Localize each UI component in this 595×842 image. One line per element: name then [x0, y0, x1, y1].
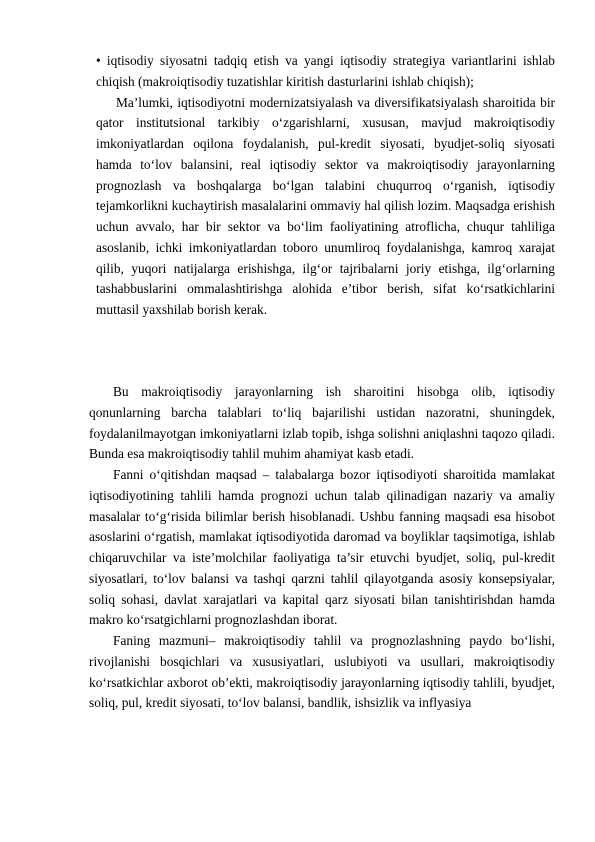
body-paragraph: Faning mazmuni– makroiqtisodiy tahlil va prognozlashning paydo bo‘lishi, rivojlanishi bosqichlari va xususiyatlari, uslubiyoti va usullari, makroiqtisodiy ko‘rsatkichlar axborot ob’ekti, makroiqtisodiy jarayonlarning iqtisodiy tahlili, byudjet, soliq, pul, kredit siyosati, to‘lov balansi, bandlik, ishsizlik va inflyasiya	[89, 633, 555, 711]
body-paragraph: Bu makroiqtisodiy jarayonlarning ish sharoitini hisobga olib, iqtisodiy qonunlarning barcha talablari to‘liq bajarilishi ustidan nazoratni, shuningdek, foydalanilmayotgan imkoniyatlarni izlab topib, ishga solishni aniqlashni taqozo qiladi. Bunda esa makroiqtisodiy tahlil muhim ahamiyat kasb etadi.	[89, 384, 555, 462]
main-text-block	[89, 382, 555, 714]
bullet-paragraph: • iqtisodiy siyosatni tadqiq etish va yangi iqtisodiy strategiya variantlarini ishlab chiqish (makroiqtisodiy tuzatishlar kiritish dasturlarini ishlab chiqish);	[96, 53, 555, 89]
body-paragraph: Ma’lumki, iqtisodiyotni modernizatsiyalash va diversifikatsiyalash sharoitida bir qator institutsional tarkibiy o‘zgarishlarni, xususan, mavjud makroiqtisodiy imkoniyatlardan oqilona foydalanish, pul-kredit siyosati, byudjet-soliq siyosati hamda to‘lov balansini, real iqtisodiy sektor va makroiqtisodiy jarayonlarning prognozlash va boshqalarga bo‘lgan talabini chuqurroq o‘rganish, iqtisodiy tejamkorlikni kuchaytirish masalalarini ommaviy hal qilish lozim. Maqsadga erishish uchun avvalo, har bir sektor va bo‘lim faoliyatining atroflicha, chuqur tahliliga asoslanib, ichki imkoniyatlardan toboro unumliroq foydalanishga, kamroq xarajat qilib, yuqori natijalarga erishishga, ilg‘or tajribalarni joriy etishga, ilg‘orlarning tashabbuslarini ommalashtirishga alohida e’tibor berish, sifat ko‘rsatkichlarini muttasil yaxshilab borish kerak.	[96, 94, 555, 317]
body-paragraph: Fanni o‘qitishdan maqsad – talabalarga bozor iqtisodiyoti sharoitida mamlakat iqtisodiyotining tahlili hamda prognozi uchun talab qilinadigan nazariy va amaliy masalalar to‘g‘risida bilimlar berish hisoblanadi. Ushbu fanning maqsadi esa hisobot asoslarini o‘rgatish, mamlakat iqtisodiyotida daromad va boyliklar taqsimotiga, ishlab chiqaruvchilar va iste’molchilar faoliyatiga ta’sir etuvchi byudjet, soliq, pul-kredit siyosatlari, to‘lov balansi va tashqi qarzni tahlil qilayotganda asosiy konsepsiyalar, soliq sohasi, davlat xarajatlari va kapital qarz siyosati bilan tanishtirishdan hamda makro ko‘rsatgichlarni prognozlashdan iborat.	[89, 467, 555, 628]
indented-text-block	[96, 51, 555, 321]
